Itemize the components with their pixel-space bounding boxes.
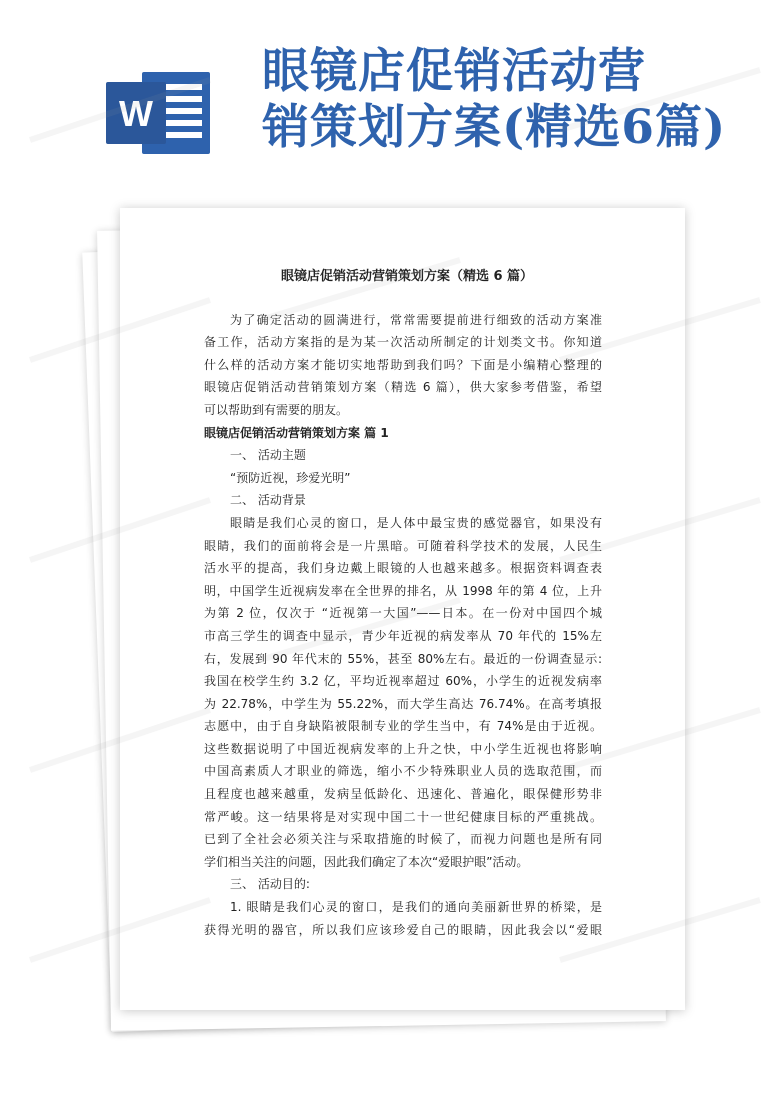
paragraph-line: 市高三学生的调查中显示，青少年近视的病发率从 70 年代的 15%左	[204, 628, 602, 643]
page-title-line-2: 销策划方案(精选6篇)	[262, 100, 727, 155]
word-document-icon	[106, 68, 214, 158]
paragraph-line: 明，中国学生近视病发率在全世界的排名，从 1998 年的第 4 位，上升	[204, 583, 602, 598]
page-title-line-1: 眼镜店促销活动营	[262, 44, 646, 99]
document-page	[120, 208, 685, 1010]
paragraph-line: 什么样的活动方案才能切实地帮助到我们吗？下面是小编精心整理的	[204, 357, 602, 372]
paragraph-line: 获得光明的器官，所以我们应该珍爱自己的眼睛，因此我会以“爱眼	[204, 922, 602, 937]
paragraph-line: 活水平的提高，我们身边戴上眼镜的人也越来越多。根据资料调查表	[204, 561, 602, 576]
paragraph-line: 中国高素质人才职业的筛选，缩小不少特殊职业人员的选取范围，而	[204, 764, 602, 779]
subheading: 三、 活动目的:	[230, 877, 310, 892]
document-title: 眼镜店促销活动营销策划方案（精选 6 篇）	[280, 269, 534, 284]
section-heading: 眼镜店促销活动营销策划方案 篇 1	[204, 425, 389, 440]
paragraph-line: 备工作，活动方案指的是为某一次活动所制定的计划类文书。你知道	[204, 335, 602, 350]
document-body	[204, 266, 602, 941]
paragraph-line: 眼睛，我们的面前将会是一片黑暗。可随着科学技术的发展，人民生	[204, 538, 602, 553]
word-icon-letter: W	[119, 93, 153, 134]
paragraph-line: 眼睛是我们心灵的窗口，是人体中最宝贵的感觉器官，如果没有	[230, 515, 602, 530]
paragraph-line: 为第 2 位，仅次于 “近视第一大国”——日本。在一份对中国四个城	[204, 606, 602, 621]
paragraph-line: 可以帮助到有需要的朋友。	[204, 402, 349, 417]
paragraph-line: 已到了全社会必须关注与采取措施的时候了，而视力问题也是所有同	[204, 832, 602, 847]
paragraph-line: “预防近视，珍爱光明”	[230, 470, 351, 485]
paragraph-line: 且程度也越来越重，发病呈低龄化、迅速化、普遍化，眼保健形势非	[204, 787, 602, 802]
paragraph-line: 这些数据说明了中国近视病发率的上升之快，中小学生近视也将影响	[204, 741, 602, 756]
page-title	[262, 44, 772, 156]
paragraph-line: 为了确定活动的圆满进行，常常需要提前进行细致的活动方案准	[230, 312, 602, 327]
subheading: 二、 活动背景	[230, 493, 306, 508]
paragraph-line: 志愿中，由于自身缺陷被限制专业的学生当中，有 74%是由于近视。	[204, 719, 602, 734]
paragraph-line: 我国在校学生约 3.2 亿，平均近视率超过 60%，小学生的近视发病率	[204, 674, 602, 689]
paragraph-line: 眼镜店促销活动营销策划方案（精选 6 篇），供大家参考借鉴，希望	[204, 380, 602, 395]
paragraph-line: 常严峻。这一结果将是对实现中国二十一世纪健康目标的严重挑战。	[204, 809, 602, 824]
subheading: 一、 活动主题	[230, 448, 306, 463]
paragraph-line: 1. 眼睛是我们心灵的窗口，是我们的通向美丽新世界的桥梁，是	[230, 900, 602, 915]
paragraph-line: 为 22.78%，中学生为 55.22%，而大学生高达 76.74%。在高考填报	[204, 696, 602, 711]
paragraph-line: 学们相当关注的问题，因此我们确定了本次“爱眼护眼”活动。	[204, 854, 529, 869]
paragraph-line: 右，发展到 90 年代末的 55%，甚至 80%左右。最近的一份调查显示:	[204, 651, 602, 666]
